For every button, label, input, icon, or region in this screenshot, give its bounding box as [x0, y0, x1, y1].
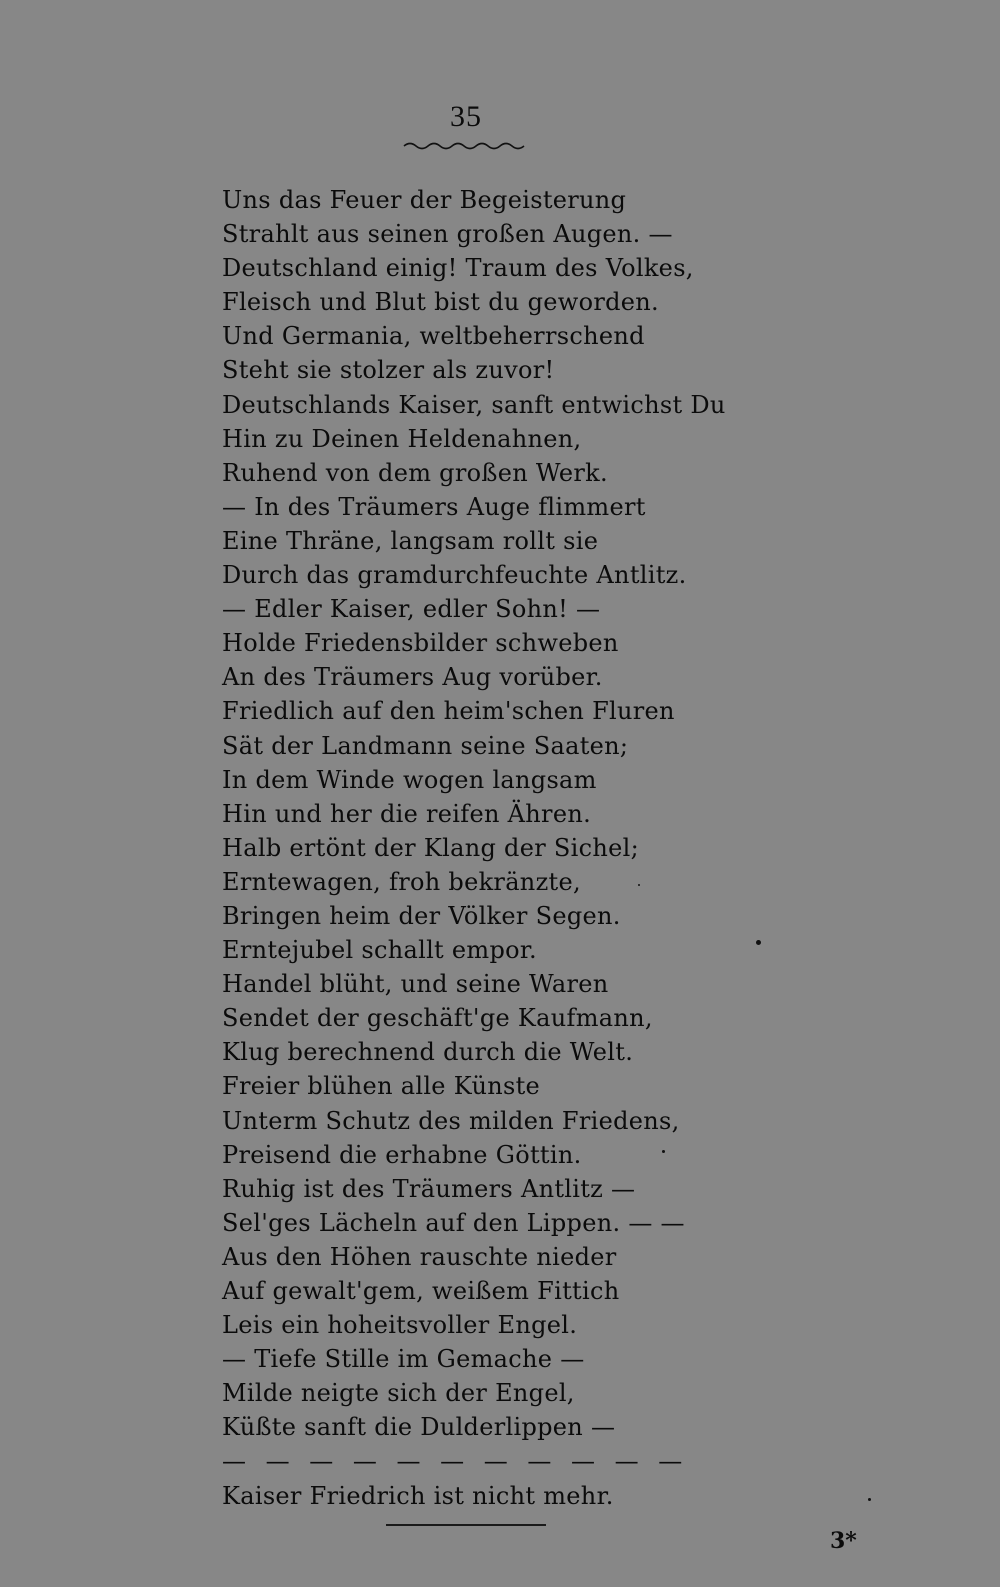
- poem-line: Deutschland einig! Traum des Volkes,: [222, 254, 694, 283]
- poem-line: Uns das Feuer der Begeisterung: [222, 186, 627, 214]
- poem-line: Leis ein hoheitsvoller Engel.: [222, 1311, 578, 1340]
- poem-line: In dem Winde wogen langsam: [222, 765, 597, 794]
- poem-text: [222, 183, 726, 1513]
- poem-line: Hin zu Deinen Heldenahnen,: [222, 424, 582, 453]
- poem-line: Bringen heim der Völker Segen.: [222, 901, 621, 930]
- end-rule: [386, 1524, 546, 1526]
- poem-line: Auf gewalt'gem, weißem Fittich: [222, 1277, 620, 1305]
- poem-line: Klug berechnend durch die Welt.: [222, 1038, 634, 1067]
- poem-line: Unterm Schutz des milden Friedens,: [222, 1106, 680, 1135]
- poem-line: Erntejubel schallt empor.: [222, 936, 537, 965]
- poem-line: Sel'ges Lächeln auf den Lippen. — —: [222, 1208, 685, 1237]
- page-number: 35: [450, 100, 482, 133]
- poem-line: Durch das gramdurchfeuchte Antlitz.: [222, 561, 687, 590]
- poem-line: — In des Träumers Auge flimmert: [222, 492, 646, 521]
- poem-line: — — — — — — — — — — —: [222, 1447, 689, 1476]
- poem-line: Kaiser Friedrich ist nicht mehr.: [222, 1481, 614, 1510]
- poem-line: Friedlich auf den heim'schen Fluren: [222, 697, 675, 726]
- poem-line: Freier blühen alle Künste: [222, 1072, 541, 1101]
- poem-line: — Tiefe Stille im Gemache —: [222, 1345, 585, 1374]
- poem-line: Deutschlands Kaiser, sanft entwichst Du: [222, 390, 726, 419]
- poem-line: An des Träumers Aug vorüber.: [222, 663, 603, 692]
- poem-line: Ruhig ist des Träumers Antlitz —: [222, 1174, 636, 1203]
- poem-line: Sät der Landmann seine Saaten;: [222, 731, 629, 760]
- print-speck: [868, 1498, 871, 1501]
- poem-line: Ruhend von dem großen Werk.: [222, 458, 608, 487]
- print-speck: [638, 884, 640, 886]
- poem-line: Preisend die erhabne Göttin.: [222, 1140, 582, 1169]
- print-speck: [662, 1150, 665, 1153]
- poem-line: Milde neigte sich der Engel,: [222, 1379, 575, 1408]
- poem-line: Halb ertönt der Klang der Sichel;: [222, 833, 639, 862]
- printer-signature-mark: 3*: [830, 1528, 857, 1554]
- poem-line: Steht sie stolzer als zuvor!: [222, 356, 555, 385]
- poem-line: Strahlt aus seinen großen Augen. —: [222, 220, 673, 249]
- poem-line: Fleisch und Blut bist du geworden.: [222, 288, 659, 317]
- poem-line: — Edler Kaiser, edler Sohn! —: [222, 595, 601, 624]
- poem-line: Küßte sanft die Dulderlippen —: [222, 1413, 616, 1442]
- poem-line: Hin und her die reifen Ähren.: [222, 799, 592, 828]
- poem-line: Sendet der geschäft'ge Kaufmann,: [222, 1004, 653, 1033]
- poem-line: Erntewagen, froh bekränzte,: [222, 867, 581, 896]
- poem-line: Aus den Höhen rauschte nieder: [222, 1242, 617, 1271]
- wavy-ornament: [402, 138, 528, 152]
- poem-line: Holde Friedensbilder schweben: [222, 629, 619, 658]
- poem-line: Und Germania, weltbeherrschend: [222, 322, 645, 351]
- print-speck: [756, 940, 761, 945]
- poem-line: Handel blüht, und seine Waren: [222, 970, 609, 999]
- poem-line: Eine Thräne, langsam rollt sie: [222, 526, 599, 555]
